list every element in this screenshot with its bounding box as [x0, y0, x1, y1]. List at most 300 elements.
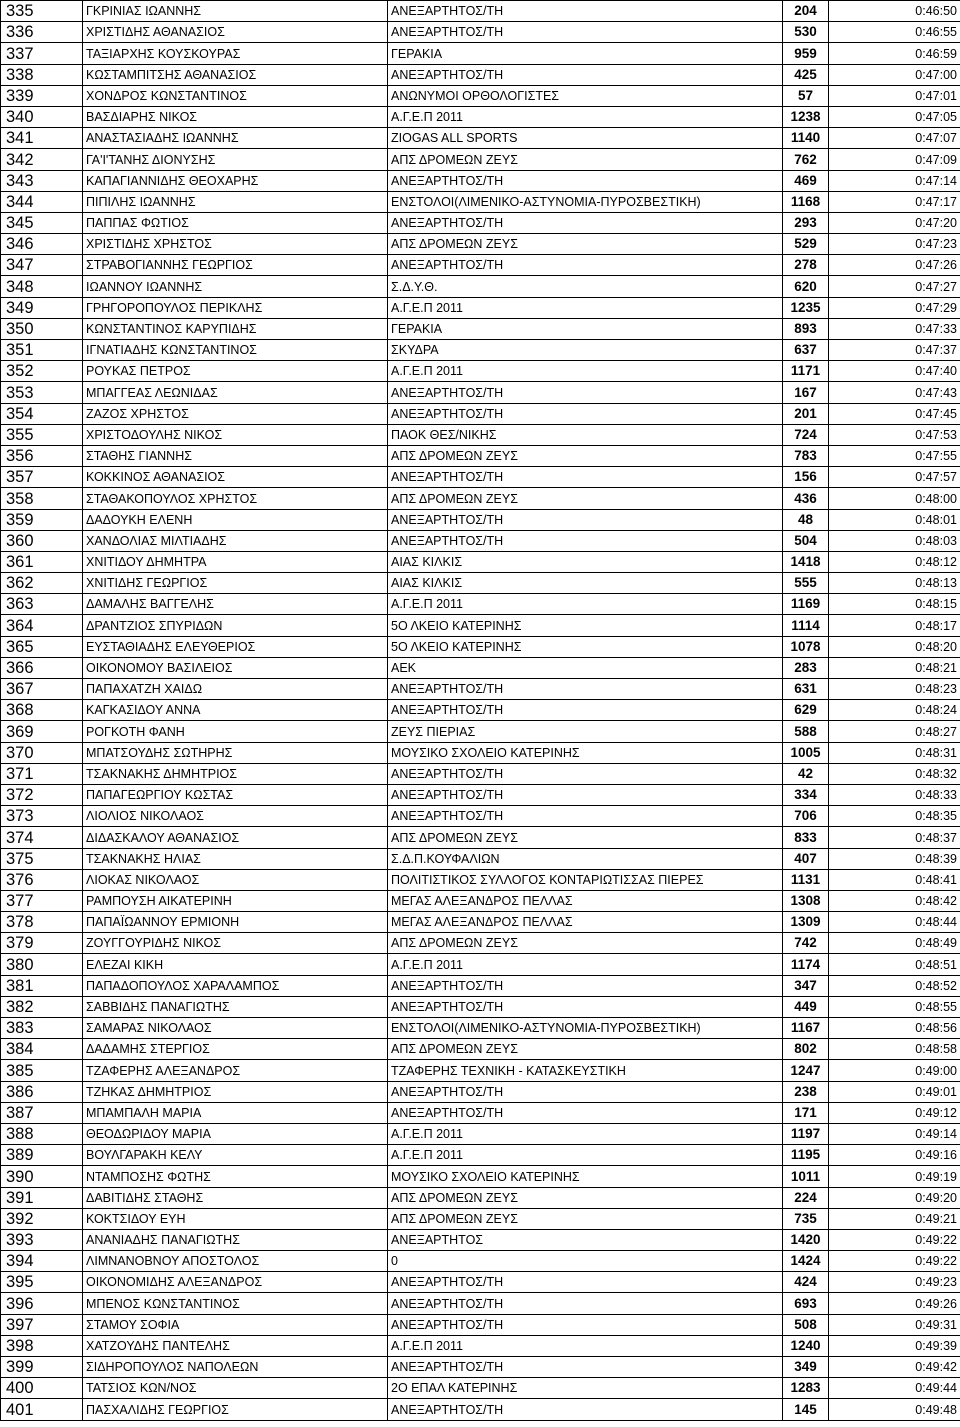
bib-number-cell: 1171: [783, 361, 829, 382]
runner-name-cell: ΝΤΑΜΠΟΣΗΣ ΦΩΤΗΣ: [83, 1166, 388, 1187]
rank-cell: 340: [1, 106, 83, 127]
table-row: [1, 912, 960, 933]
bib-number-cell: 1005: [783, 742, 829, 763]
table-row: [1, 22, 960, 43]
runner-name-cell: ΧΑΝΔΟΛΙΑΣ ΜΙΛΤΙΑΔΗΣ: [83, 530, 388, 551]
runner-name-cell: ΔΑΜΑΛΗΣ ΒΑΓΓΕΛΗΣ: [83, 594, 388, 615]
club-cell: ΑΠΣ ΔΡΟΜΕΩΝ ΖΕΥΣ: [388, 933, 783, 954]
bib-number-cell: 238: [783, 1081, 829, 1102]
club-cell: ΑΙΑΣ ΚΙΛΚΙΣ: [388, 551, 783, 572]
bib-number-cell: 201: [783, 403, 829, 424]
rank-cell: 389: [1, 1145, 83, 1166]
bib-number-cell: 425: [783, 64, 829, 85]
club-cell: ΑΝΕΞΑΡΤΗΤΟΣ/ΤΗ: [388, 509, 783, 530]
finish-time-cell: 0:46:55: [829, 22, 960, 43]
rank-cell: 362: [1, 573, 83, 594]
table-row: [1, 700, 960, 721]
bib-number-cell: 469: [783, 170, 829, 191]
finish-time-cell: 0:46:50: [829, 1, 960, 22]
bib-number-cell: 1283: [783, 1378, 829, 1399]
club-cell: Α.Γ.Ε.Π 2011: [388, 594, 783, 615]
club-cell: Σ.Δ.Υ.Θ.: [388, 276, 783, 297]
finish-time-cell: 0:48:35: [829, 806, 960, 827]
rank-cell: 372: [1, 784, 83, 805]
club-cell: Α.Γ.Ε.Π 2011: [388, 106, 783, 127]
table-row: [1, 996, 960, 1017]
rank-cell: 391: [1, 1187, 83, 1208]
bib-number-cell: 1197: [783, 1123, 829, 1144]
table-row: [1, 361, 960, 382]
bib-number-cell: 802: [783, 1039, 829, 1060]
runner-name-cell: ΑΝΑΣΤΑΣΙΑΔΗΣ ΙΩΑΝΝΗΣ: [83, 128, 388, 149]
table-row: [1, 340, 960, 361]
bib-number-cell: 347: [783, 975, 829, 996]
club-cell: ΜΕΓΑΣ ΑΛΕΞΑΝΔΡΟΣ ΠΕΛΛΑΣ: [388, 890, 783, 911]
finish-time-cell: 0:49:21: [829, 1208, 960, 1229]
bib-number-cell: 293: [783, 212, 829, 233]
bib-number-cell: 508: [783, 1314, 829, 1335]
table-row: [1, 933, 960, 954]
bib-number-cell: 224: [783, 1187, 829, 1208]
bib-number-cell: 637: [783, 340, 829, 361]
bib-number-cell: 349: [783, 1357, 829, 1378]
finish-time-cell: 0:49:22: [829, 1251, 960, 1272]
finish-time-cell: 0:49:19: [829, 1166, 960, 1187]
club-cell: ΑΝΕΞΑΡΤΗΤΟΣ/ΤΗ: [388, 170, 783, 191]
finish-time-cell: 0:48:52: [829, 975, 960, 996]
table-row: [1, 1314, 960, 1335]
club-cell: ΑΝΕΞΑΡΤΗΤΟΣ/ΤΗ: [388, 530, 783, 551]
table-row: [1, 679, 960, 700]
bib-number-cell: 57: [783, 85, 829, 106]
table-row: [1, 1399, 960, 1420]
finish-time-cell: 0:47:33: [829, 318, 960, 339]
runner-name-cell: ΣΑΒΒΙΔΗΣ ΠΑΝΑΓΙΩΤΗΣ: [83, 996, 388, 1017]
table-row: [1, 128, 960, 149]
finish-time-cell: 0:49:22: [829, 1229, 960, 1250]
rank-cell: 357: [1, 467, 83, 488]
club-cell: 2Ο ΕΠΑΛ ΚΑΤΕΡΙΝΗΣ: [388, 1378, 783, 1399]
runner-name-cell: ΡΟΓΚΟΤΗ ΦΑΝΗ: [83, 721, 388, 742]
rank-cell: 335: [1, 1, 83, 22]
runner-name-cell: ΚΑΓΚΑΣΙΔΟΥ ΑΝΝΑ: [83, 700, 388, 721]
finish-time-cell: 0:48:24: [829, 700, 960, 721]
finish-time-cell: 0:49:14: [829, 1123, 960, 1144]
runner-name-cell: ΙΓΝΑΤΙΑΔΗΣ ΚΩΝΣΤΑΝΤΙΝΟΣ: [83, 340, 388, 361]
finish-time-cell: 0:46:59: [829, 43, 960, 64]
bib-number-cell: 1078: [783, 636, 829, 657]
bib-number-cell: 629: [783, 700, 829, 721]
runner-name-cell: ΓΡΗΓΟΡΟΠΟΥΛΟΣ ΠΕΡΙΚΛΗΣ: [83, 297, 388, 318]
rank-cell: 344: [1, 191, 83, 212]
rank-cell: 375: [1, 848, 83, 869]
runner-name-cell: ΧΝΙΤΙΔΟΥ ΔΗΜΗΤΡΑ: [83, 551, 388, 572]
bib-number-cell: 145: [783, 1399, 829, 1420]
bib-number-cell: 724: [783, 424, 829, 445]
club-cell: Α.Γ.Ε.Π 2011: [388, 361, 783, 382]
table-row: [1, 1081, 960, 1102]
club-cell: ΑΝΕΞΑΡΤΗΤΟΣ/ΤΗ: [388, 467, 783, 488]
table-row: [1, 1378, 960, 1399]
bib-number-cell: 424: [783, 1272, 829, 1293]
club-cell: ΑΝΕΞΑΡΤΗΤΟΣ/ΤΗ: [388, 679, 783, 700]
club-cell: ΑΠΣ ΔΡΟΜΕΩΝ ΖΕΥΣ: [388, 488, 783, 509]
finish-time-cell: 0:47:14: [829, 170, 960, 191]
rank-cell: 358: [1, 488, 83, 509]
club-cell: ΑΝΕΞΑΡΤΗΤΟΣ/ΤΗ: [388, 1357, 783, 1378]
rank-cell: 349: [1, 297, 83, 318]
rank-cell: 394: [1, 1251, 83, 1272]
finish-time-cell: 0:48:17: [829, 615, 960, 636]
bib-number-cell: 1247: [783, 1060, 829, 1081]
rank-cell: 367: [1, 679, 83, 700]
runner-name-cell: ΕΛΕΖΑΙ ΚΙΚΗ: [83, 954, 388, 975]
table-row: [1, 721, 960, 742]
finish-time-cell: 0:48:33: [829, 784, 960, 805]
club-cell: ΓΕΡΑΚΙΑ: [388, 318, 783, 339]
rank-cell: 356: [1, 445, 83, 466]
finish-time-cell: 0:47:27: [829, 276, 960, 297]
runner-name-cell: ΤΖΑΦΕΡΗΣ ΑΛΕΞΑΝΔΡΟΣ: [83, 1060, 388, 1081]
club-cell: Α.Γ.Ε.Π 2011: [388, 297, 783, 318]
table-row: [1, 1039, 960, 1060]
bib-number-cell: 283: [783, 657, 829, 678]
table-row: [1, 1251, 960, 1272]
finish-time-cell: 0:49:31: [829, 1314, 960, 1335]
rank-cell: 376: [1, 869, 83, 890]
club-cell: Α.Γ.Ε.Π 2011: [388, 1145, 783, 1166]
finish-time-cell: 0:47:45: [829, 403, 960, 424]
table-row: [1, 64, 960, 85]
table-row: [1, 1018, 960, 1039]
runner-name-cell: ΣΤΡΑΒΟΓΙΑΝΝΗΣ ΓΕΩΡΓΙΟΣ: [83, 255, 388, 276]
club-cell: ΑΠΣ ΔΡΟΜΕΩΝ ΖΕΥΣ: [388, 234, 783, 255]
finish-time-cell: 0:48:51: [829, 954, 960, 975]
finish-time-cell: 0:48:42: [829, 890, 960, 911]
bib-number-cell: 529: [783, 234, 829, 255]
bib-number-cell: 167: [783, 382, 829, 403]
bib-number-cell: 762: [783, 149, 829, 170]
table-row: [1, 763, 960, 784]
finish-time-cell: 0:49:26: [829, 1293, 960, 1314]
runner-name-cell: ΔΡΑΝΤΖΙΟΣ ΣΠΥΡΙΔΩΝ: [83, 615, 388, 636]
finish-time-cell: 0:49:12: [829, 1102, 960, 1123]
runner-name-cell: ΔΑΔΑΜΗΣ ΣΤΕΡΓΙΟΣ: [83, 1039, 388, 1060]
bib-number-cell: 1238: [783, 106, 829, 127]
rank-cell: 343: [1, 170, 83, 191]
runner-name-cell: ΜΠΕΝΟΣ ΚΩΝΣΤΑΝΤΙΝΟΣ: [83, 1293, 388, 1314]
table-row: [1, 869, 960, 890]
table-row: [1, 1166, 960, 1187]
bib-number-cell: 1114: [783, 615, 829, 636]
rank-cell: 361: [1, 551, 83, 572]
runner-name-cell: ΣΤΑΘΑΚΟΠΟΥΛΟΣ ΧΡΗΣΤΟΣ: [83, 488, 388, 509]
bib-number-cell: 42: [783, 763, 829, 784]
club-cell: ΑΝΕΞΑΡΤΗΤΟΣ/ΤΗ: [388, 806, 783, 827]
bib-number-cell: 530: [783, 22, 829, 43]
finish-time-cell: 0:48:13: [829, 573, 960, 594]
bib-number-cell: 1168: [783, 191, 829, 212]
rank-cell: 374: [1, 827, 83, 848]
runner-name-cell: ΔΑΔΟΥΚΗ ΕΛΕΝΗ: [83, 509, 388, 530]
table-row: [1, 1335, 960, 1356]
club-cell: ΠΑΟΚ ΘΕΣ/ΝΙΚΗΣ: [388, 424, 783, 445]
finish-time-cell: 0:49:39: [829, 1335, 960, 1356]
table-row: [1, 806, 960, 827]
runner-name-cell: ΣΤΑΜΟΥ ΣΟΦΙΑ: [83, 1314, 388, 1335]
table-row: [1, 594, 960, 615]
finish-time-cell: 0:47:53: [829, 424, 960, 445]
bib-number-cell: 1195: [783, 1145, 829, 1166]
rank-cell: 379: [1, 933, 83, 954]
club-cell: ΑΠΣ ΔΡΟΜΕΩΝ ΖΕΥΣ: [388, 827, 783, 848]
club-cell: ΑΝΕΞΑΡΤΗΤΟΣ: [388, 1229, 783, 1250]
bib-number-cell: 1131: [783, 869, 829, 890]
table-row: [1, 657, 960, 678]
rank-cell: 388: [1, 1123, 83, 1144]
table-row: [1, 615, 960, 636]
rank-cell: 365: [1, 636, 83, 657]
rank-cell: 373: [1, 806, 83, 827]
club-cell: ΑΝΕΞΑΡΤΗΤΟΣ/ΤΗ: [388, 700, 783, 721]
rank-cell: 392: [1, 1208, 83, 1229]
finish-time-cell: 0:47:05: [829, 106, 960, 127]
finish-time-cell: 0:48:41: [829, 869, 960, 890]
runner-name-cell: ΚΩΝΣΤΑΝΤΙΝΟΣ ΚΑΡΥΠΙΔΗΣ: [83, 318, 388, 339]
runner-name-cell: ΠΑΠΑΔΟΠΟΥΛΟΣ ΧΑΡΑΛΑΜΠΟΣ: [83, 975, 388, 996]
club-cell: 5Ο ΛΚΕΙΟ ΚΑΤΕΡΙΝΗΣ: [388, 615, 783, 636]
club-cell: Α.Γ.Ε.Π 2011: [388, 1123, 783, 1144]
runner-name-cell: ΑΝΑΝΙΑΔΗΣ ΠΑΝΑΓΙΩΤΗΣ: [83, 1229, 388, 1250]
rank-cell: 351: [1, 340, 83, 361]
club-cell: ΑΙΑΣ ΚΙΛΚΙΣ: [388, 573, 783, 594]
rank-cell: 395: [1, 1272, 83, 1293]
finish-time-cell: 0:47:00: [829, 64, 960, 85]
runner-name-cell: ΟΙΚΟΝΟΜΟΥ ΒΑΣΙΛΕΙΟΣ: [83, 657, 388, 678]
bib-number-cell: 1235: [783, 297, 829, 318]
bib-number-cell: 156: [783, 467, 829, 488]
rank-cell: 350: [1, 318, 83, 339]
runner-name-cell: ΧΝΙΤΙΔΗΣ ΓΕΩΡΓΙΟΣ: [83, 573, 388, 594]
club-cell: ΕΝΣΤΟΛΟΙ(ΛΙΜΕΝΙΚΟ-ΑΣΤΥΝΟΜΙΑ-ΠΥΡΟΣΒΕΣΤΙΚΗ): [388, 191, 783, 212]
club-cell: ΑΠΣ ΔΡΟΜΕΩΝ ΖΕΥΣ: [388, 1039, 783, 1060]
runner-name-cell: ΙΩΑΝΝΟΥ ΙΩΑΝΝΗΣ: [83, 276, 388, 297]
finish-time-cell: 0:47:37: [829, 340, 960, 361]
finish-time-cell: 0:48:58: [829, 1039, 960, 1060]
bib-number-cell: 735: [783, 1208, 829, 1229]
runner-name-cell: ΔΙΔΑΣΚΑΛΟΥ ΑΘΑΝΑΣΙΟΣ: [83, 827, 388, 848]
runner-name-cell: ΤΣΑΚΝΑΚΗΣ ΔΗΜΗΤΡΙΟΣ: [83, 763, 388, 784]
table-row: [1, 1145, 960, 1166]
finish-time-cell: 0:48:31: [829, 742, 960, 763]
rank-cell: 339: [1, 85, 83, 106]
runner-name-cell: ΖΑΖΟΣ ΧΡΗΣΤΟΣ: [83, 403, 388, 424]
club-cell: ΑΝΕΞΑΡΤΗΤΟΣ/ΤΗ: [388, 1314, 783, 1335]
table-row: [1, 488, 960, 509]
bib-number-cell: 706: [783, 806, 829, 827]
bib-number-cell: 742: [783, 933, 829, 954]
rank-cell: 359: [1, 509, 83, 530]
finish-time-cell: 0:47:23: [829, 234, 960, 255]
club-cell: ΑΝΩΝΥΜΟΙ ΟΡΘΟΛΟΓΙΣΤΕΣ: [388, 85, 783, 106]
runner-name-cell: ΜΠΑΜΠΑΛΗ ΜΑΡΙΑ: [83, 1102, 388, 1123]
bib-number-cell: 588: [783, 721, 829, 742]
rank-cell: 354: [1, 403, 83, 424]
club-cell: ΕΝΣΤΟΛΟΙ(ΛΙΜΕΝΙΚΟ-ΑΣΤΥΝΟΜΙΑ-ΠΥΡΟΣΒΕΣΤΙΚΗ): [388, 1018, 783, 1039]
table-row: [1, 827, 960, 848]
club-cell: 5Ο ΛΚΕΙΟ ΚΑΤΕΡΙΝΗΣ: [388, 636, 783, 657]
runner-name-cell: ΣΙΔΗΡΟΠΟΥΛΟΣ ΝΑΠΟΛΕΩΝ: [83, 1357, 388, 1378]
table-row: [1, 1357, 960, 1378]
table-row: [1, 276, 960, 297]
club-cell: ΑΝΕΞΑΡΤΗΤΟΣ/ΤΗ: [388, 1081, 783, 1102]
table-row: [1, 1123, 960, 1144]
club-cell: ΑΠΣ ΔΡΟΜΕΩΝ ΖΕΥΣ: [388, 149, 783, 170]
runner-name-cell: ΤΣΑΚΝΑΚΗΣ ΗΛΙΑΣ: [83, 848, 388, 869]
rank-cell: 400: [1, 1378, 83, 1399]
rank-cell: 381: [1, 975, 83, 996]
finish-time-cell: 0:49:23: [829, 1272, 960, 1293]
runner-name-cell: ΒΑΣΔΙΑΡΗΣ ΝΙΚΟΣ: [83, 106, 388, 127]
bib-number-cell: 48: [783, 509, 829, 530]
rank-cell: 390: [1, 1166, 83, 1187]
finish-time-cell: 0:49:00: [829, 1060, 960, 1081]
bib-number-cell: 1011: [783, 1166, 829, 1187]
finish-time-cell: 0:47:40: [829, 361, 960, 382]
rank-cell: 387: [1, 1102, 83, 1123]
table-row: [1, 43, 960, 64]
rank-cell: 385: [1, 1060, 83, 1081]
runner-name-cell: ΔΑΒΙΤΙΔΗΣ ΣΤΑΘΗΣ: [83, 1187, 388, 1208]
finish-time-cell: 0:48:55: [829, 996, 960, 1017]
club-cell: 0: [388, 1251, 783, 1272]
table-row: [1, 954, 960, 975]
club-cell: ΑΝΕΞΑΡΤΗΤΟΣ/ΤΗ: [388, 22, 783, 43]
rank-cell: 386: [1, 1081, 83, 1102]
finish-time-cell: 0:47:26: [829, 255, 960, 276]
runner-name-cell: ΣΤΑΘΗΣ ΓΙΑΝΝΗΣ: [83, 445, 388, 466]
rank-cell: 346: [1, 234, 83, 255]
rank-cell: 369: [1, 721, 83, 742]
runner-name-cell: ΜΠΑΤΣΟΥΔΗΣ ΣΩΤΗΡΗΣ: [83, 742, 388, 763]
runner-name-cell: ΡΑΜΠΟΥΣΗ ΑΙΚΑΤΕΡΙΝΗ: [83, 890, 388, 911]
rank-cell: 348: [1, 276, 83, 297]
finish-time-cell: 0:48:20: [829, 636, 960, 657]
club-cell: ΑΝΕΞΑΡΤΗΤΟΣ/ΤΗ: [388, 1102, 783, 1123]
runner-name-cell: ΚΩΣΤΑΜΠΙΤΣΗΣ ΑΘΑΝΑΣΙΟΣ: [83, 64, 388, 85]
runner-name-cell: ΒΟΥΛΓΑΡΑΚΗ ΚΕΛΥ: [83, 1145, 388, 1166]
finish-time-cell: 0:47:01: [829, 85, 960, 106]
table-row: [1, 1272, 960, 1293]
bib-number-cell: 833: [783, 827, 829, 848]
table-row: [1, 1293, 960, 1314]
bib-number-cell: 1309: [783, 912, 829, 933]
bib-number-cell: 631: [783, 679, 829, 700]
club-cell: ΑΝΕΞΑΡΤΗΤΟΣ/ΤΗ: [388, 1272, 783, 1293]
club-cell: ΑΠΣ ΔΡΟΜΕΩΝ ΖΕΥΣ: [388, 1208, 783, 1229]
runner-name-cell: ΚΑΠΑΓΙΑΝΝΙΔΗΣ ΘΕΟΧΑΡΗΣ: [83, 170, 388, 191]
club-cell: ΑΝΕΞΑΡΤΗΤΟΣ/ΤΗ: [388, 763, 783, 784]
finish-time-cell: 0:47:57: [829, 467, 960, 488]
bib-number-cell: 1169: [783, 594, 829, 615]
club-cell: ΣΚΥΔΡΑ: [388, 340, 783, 361]
rank-cell: 382: [1, 996, 83, 1017]
runner-name-cell: ΧΡΙΣΤΟΔΟΥΛΗΣ ΝΙΚΟΣ: [83, 424, 388, 445]
bib-number-cell: 1424: [783, 1251, 829, 1272]
table-row: [1, 297, 960, 318]
results-body: [1, 1, 960, 1421]
runner-name-cell: ΡΟΥΚΑΣ ΠΕΤΡΟΣ: [83, 361, 388, 382]
runner-name-cell: ΛΙΟΚΑΣ ΝΙΚΟΛΑΟΣ: [83, 869, 388, 890]
club-cell: ΜΕΓΑΣ ΑΛΕΞΑΝΔΡΟΣ ΠΕΛΛΑΣ: [388, 912, 783, 933]
bib-number-cell: 1308: [783, 890, 829, 911]
rank-cell: 337: [1, 43, 83, 64]
finish-time-cell: 0:48:03: [829, 530, 960, 551]
bib-number-cell: 555: [783, 573, 829, 594]
club-cell: Σ.Δ.Π.ΚΟΥΦΑΛΙΩΝ: [388, 848, 783, 869]
table-row: [1, 255, 960, 276]
table-row: [1, 212, 960, 233]
club-cell: ΑΕΚ: [388, 657, 783, 678]
table-row: [1, 784, 960, 805]
club-cell: ΑΝΕΞΑΡΤΗΤΟΣ/ΤΗ: [388, 996, 783, 1017]
table-row: [1, 106, 960, 127]
bib-number-cell: 204: [783, 1, 829, 22]
runner-name-cell: ΚΟΚΚΙΝΟΣ ΑΘΑΝΑΣΙΟΣ: [83, 467, 388, 488]
club-cell: ΑΝΕΞΑΡΤΗΤΟΣ/ΤΗ: [388, 212, 783, 233]
runner-name-cell: ΤΖΗΚΑΣ ΔΗΜΗΤΡΙΟΣ: [83, 1081, 388, 1102]
finish-time-cell: 0:48:21: [829, 657, 960, 678]
runner-name-cell: ΧΡΙΣΤΙΔΗΣ ΑΘΑΝΑΣΙΟΣ: [83, 22, 388, 43]
bib-number-cell: 334: [783, 784, 829, 805]
club-cell: ΑΝΕΞΑΡΤΗΤΟΣ/ΤΗ: [388, 255, 783, 276]
table-row: [1, 445, 960, 466]
finish-time-cell: 0:47:43: [829, 382, 960, 403]
rank-cell: 397: [1, 1314, 83, 1335]
table-row: [1, 636, 960, 657]
runner-name-cell: ΤΑΤΣΙΟΣ ΚΩΝ/ΝΟΣ: [83, 1378, 388, 1399]
runner-name-cell: ΠΑΠΠΑΣ ΦΩΤΙΟΣ: [83, 212, 388, 233]
club-cell: ΑΝΕΞΑΡΤΗΤΟΣ/ΤΗ: [388, 784, 783, 805]
bib-number-cell: 1240: [783, 1335, 829, 1356]
runner-name-cell: ΠΑΠΑΪΩΑΝΝΟΥ ΕΡΜΙΟΝΗ: [83, 912, 388, 933]
table-row: [1, 1060, 960, 1081]
finish-time-cell: 0:48:56: [829, 1018, 960, 1039]
table-row: [1, 1208, 960, 1229]
runner-name-cell: ΧΡΙΣΤΙΔΗΣ ΧΡΗΣΤΟΣ: [83, 234, 388, 255]
finish-time-cell: 0:47:55: [829, 445, 960, 466]
bib-number-cell: 504: [783, 530, 829, 551]
finish-time-cell: 0:49:20: [829, 1187, 960, 1208]
rank-cell: 398: [1, 1335, 83, 1356]
runner-name-cell: ΓΚΡΙΝΙΑΣ ΙΩΑΝΝΗΣ: [83, 1, 388, 22]
rank-cell: 368: [1, 700, 83, 721]
rank-cell: 380: [1, 954, 83, 975]
table-row: [1, 1187, 960, 1208]
table-row: [1, 234, 960, 255]
runner-name-cell: ΜΠΑΓΓΕΑΣ ΛΕΩΝΙΔΑΣ: [83, 382, 388, 403]
rank-cell: 341: [1, 128, 83, 149]
rank-cell: 360: [1, 530, 83, 551]
table-row: [1, 890, 960, 911]
rank-cell: 342: [1, 149, 83, 170]
table-row: [1, 149, 960, 170]
club-cell: ΑΝΕΞΑΡΤΗΤΟΣ/ΤΗ: [388, 403, 783, 424]
rank-cell: 363: [1, 594, 83, 615]
runner-name-cell: ΛΙΟΛΙΟΣ ΝΙΚΟΛΑΟΣ: [83, 806, 388, 827]
rank-cell: 347: [1, 255, 83, 276]
table-row: [1, 742, 960, 763]
